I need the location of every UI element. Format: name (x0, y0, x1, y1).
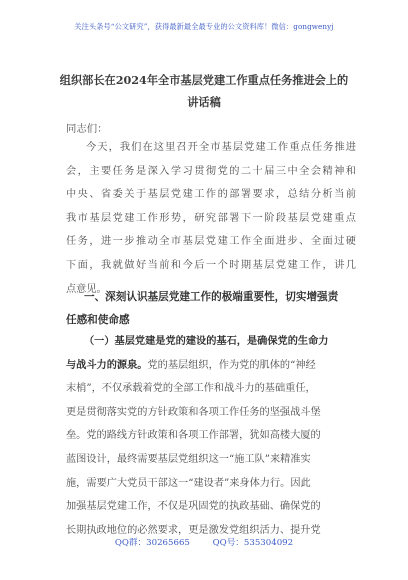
greeting: 同志们： (66, 123, 108, 135)
qq-group-link[interactable]: QQ群：30265665 (114, 538, 190, 548)
intro-line: 下面，我就做好当前和今后一个时期基层党建工作，讲几 (66, 259, 356, 271)
body-line: 加强基层党建工作，不仅是巩固党的执政基础、确保党的 (66, 501, 321, 513)
body-line: 施，需要广大党员干部这一“建设者”来身体力行。因此 (66, 477, 311, 489)
section-heading-line: 任感和使命感 (66, 314, 130, 326)
doc-title-line2: 讲话稿 (187, 95, 221, 109)
intro-line: 会，主要任务是深入学习贯彻党的二十届三中全会精神和 (66, 165, 356, 177)
promo-banner[interactable]: 关注头条号“公文研究”，获得最新最全最专业的公文资料库！微信：gongwenyj (74, 22, 334, 31)
section-heading-1 (66, 286, 366, 332)
body-line: 末梢”，不仅承载着党的全部工作和战斗力的基础重任， (66, 383, 316, 395)
subsection-paragraph-1 (66, 330, 362, 542)
body-line: 垒。党的路线方针政策和各项工作部署，犹如高楼大厦的 (66, 430, 321, 442)
qq-number-link[interactable]: QQ号：535304092 (212, 538, 294, 548)
footer-contact (0, 536, 408, 548)
doc-title-line1: 组织部长在2024年全市基层党建工作重点任务推进会上的 (59, 73, 349, 87)
intro-line: 今天，我们在这里召开全市基层党建工作重点任务推进 (86, 142, 356, 153)
subsection-line (66, 354, 362, 378)
body-line: 长期执政地位的必然要求，更是激发党组织活力、提升党 (66, 524, 321, 536)
intro-line: 我市基层党建工作形势，研究部署下一阶段基层党建重点 (66, 212, 356, 224)
intro-line: 任务，进一步推动全市基层党建工作全面进步、全面过硬 (66, 236, 356, 248)
body-line: 蓝图设计，最终需要基层党组织这一“施工队”来精准实 (66, 453, 311, 465)
section-heading-line: 一、深刻认识基层党建工作的极端重要性，切实增强责 (84, 291, 339, 303)
subsection-text: 党的基层组织，作为党的肌体的“神经 (147, 359, 316, 371)
body-line: 更是贯彻落实党的方针政策和各项工作任务的坚强战斗堡 (66, 406, 321, 418)
intro-line: 中央、省委关于基层党建工作的部署要求，总结分析当前 (66, 189, 356, 201)
intro-line: 点意见。 (66, 283, 107, 295)
subsection-heading: （一）基层党建是党的建设的基石，是确保党的生命力 (84, 335, 329, 347)
subsection-heading-tail: 与战斗力的源泉。 (66, 358, 148, 371)
intro-paragraph (66, 136, 356, 301)
